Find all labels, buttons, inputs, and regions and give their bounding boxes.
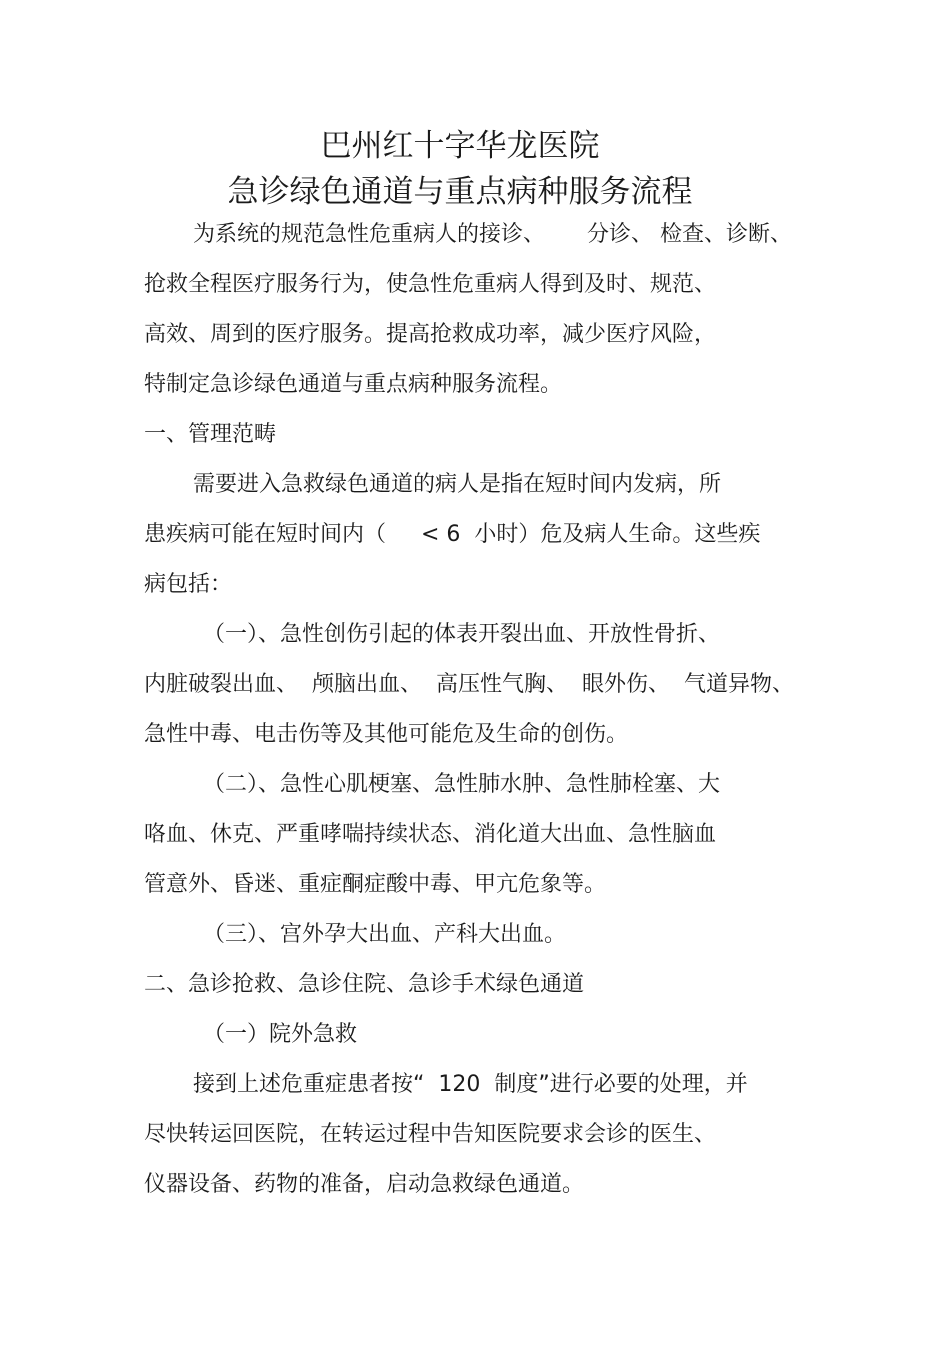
paragraph-line: 接到上述危重症患者按“ 120 制度”进行必要的处理，并 [193, 1072, 748, 1097]
paragraph-line: 内脏破裂出血、 颅脑出血、 高压性气胸、 眼外伤、 气道异物、 [144, 672, 794, 697]
paragraph-line: （三）、宫外孕大出血、产科大出血。 [203, 922, 567, 947]
paragraph-line: 特制定急诊绿色通道与重点病种服务流程。 [144, 372, 563, 397]
paragraph-line: 咯血、休克、严重哮喘持续状态、消化道大出血、急性脑血 [144, 822, 717, 847]
paragraph-line: 患疾病可能在短时间内（ < 6 小时）危及病人生命。这些疾 [144, 522, 761, 547]
paragraph-line: 抢救全程医疗服务行为，使急性危重病人得到及时、规范、 [144, 272, 717, 297]
paragraph-line: （二）、急性心肌梗塞、急性肺水肿、急性肺栓塞、大 [203, 772, 721, 797]
hospital-title: 巴州红十字华龙医院 [320, 128, 600, 164]
section-heading: 一、管理范畴 [144, 422, 277, 447]
paragraph-line: 为系统的规范急性危重病人的接诊、 分诊、 检查、诊断、 [193, 222, 792, 247]
paragraph-line: 仪器设备、药物的准备，启动急救绿色通道。 [144, 1172, 585, 1197]
paragraph-line: 病包括： [144, 572, 233, 597]
paragraph-line: 高效、周到的医疗服务。提高抢救成功率，减少医疗风险， [144, 322, 717, 347]
paragraph-line: 急性中毒、电击伤等及其他可能危及生命的创伤。 [144, 722, 629, 747]
section-heading: 二、急诊抢救、急诊住院、急诊手术绿色通道 [144, 972, 585, 997]
paragraph-line: 需要进入急救绿色通道的病人是指在短时间内发病，所 [193, 472, 722, 497]
paragraph-line: 管意外、昏迷、重症酮症酸中毒、甲亢危象等。 [144, 872, 607, 897]
subsection-heading: （一）院外急救 [203, 1022, 358, 1047]
document-title: 急诊绿色通道与重点病种服务流程 [227, 174, 693, 210]
paragraph-line: 尽快转运回医院，在转运过程中告知医院要求会诊的医生、 [144, 1122, 717, 1147]
paragraph-line: （一）、急性创伤引起的体表开裂出血、开放性骨折、 [203, 622, 721, 647]
